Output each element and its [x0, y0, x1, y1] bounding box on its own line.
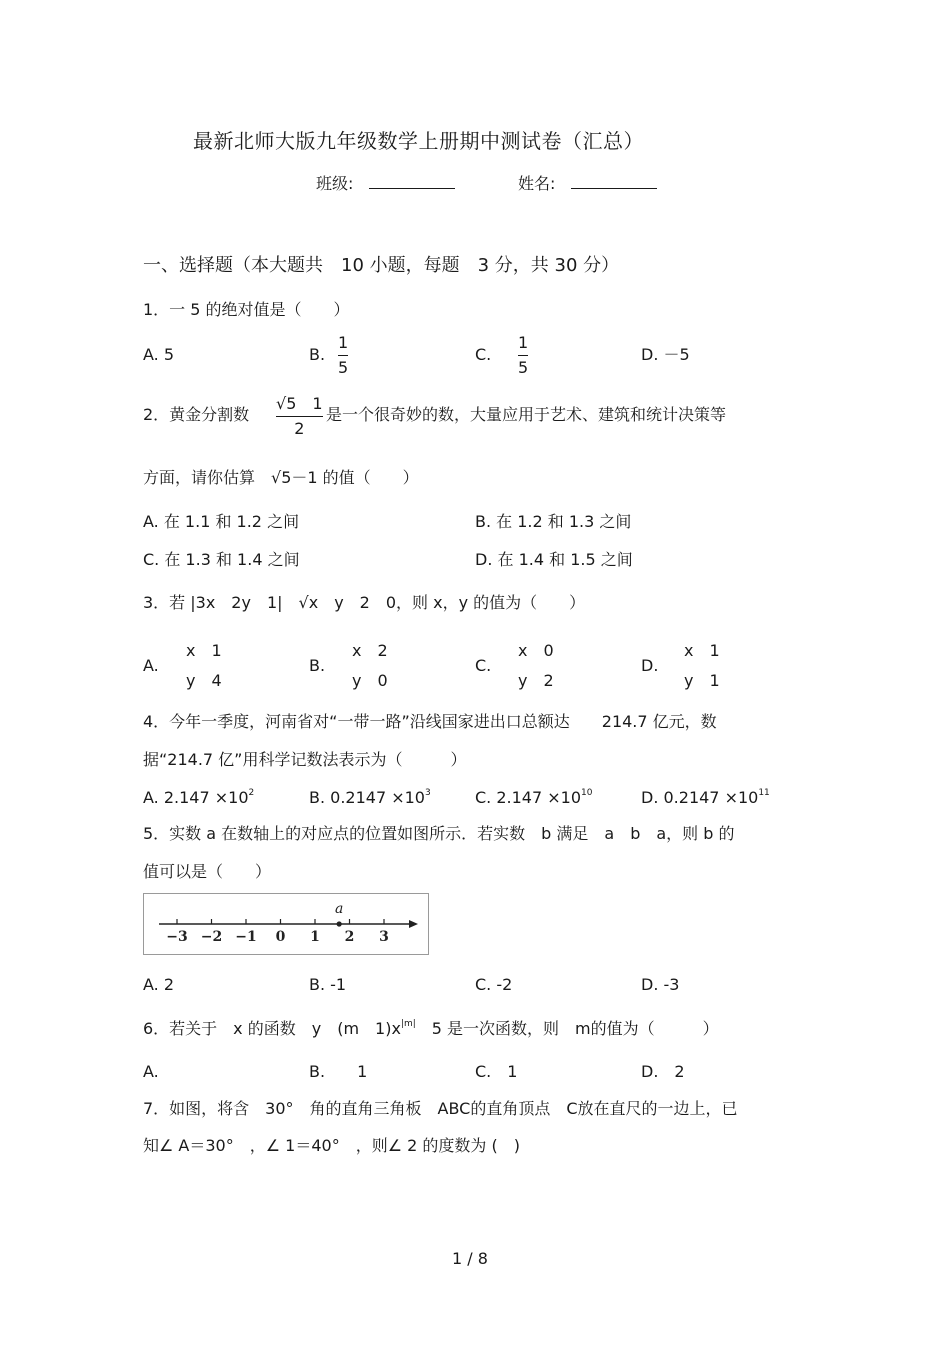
- arrow-right-icon: [409, 920, 418, 928]
- page-title: 最新北师大版九年级数学上册期中测试卷（汇总）: [193, 129, 644, 153]
- q3-option-d: D.: [641, 656, 659, 675]
- name-label: 姓名:: [518, 174, 556, 193]
- number-line-figure: [143, 893, 429, 955]
- q3-c-eq1: x 0: [518, 641, 554, 660]
- class-field: [316, 176, 455, 192]
- name-field: [518, 176, 657, 192]
- q1-option-a: A. 5: [143, 345, 175, 364]
- q1-c-numerator: 1: [518, 333, 529, 352]
- section-heading: 一、选择题（本大题共 10 小题，每题 3 分，共 30 分）: [143, 255, 620, 276]
- q2-option-b: B. 在 1.2 和 1.3 之间: [475, 512, 632, 531]
- q2-denominator: 2: [294, 419, 305, 438]
- q4-option-d: D. $0.2147 \times 10^{11}$: [641, 788, 770, 807]
- q3-option-c: C.: [475, 656, 492, 675]
- q2-option-c: C. 在 1.3 和 1.4 之间: [143, 550, 300, 569]
- number-line-tick-label: −2: [200, 929, 223, 945]
- q3-d-system: [684, 643, 720, 703]
- question-5-line2: 值可以是（ ）: [143, 862, 272, 881]
- q3-a-system: [186, 643, 222, 703]
- question-2-line2: 方面，请你估算 √5－1 的值（ ）: [143, 468, 419, 487]
- q5-option-d: D. -3: [641, 975, 680, 994]
- page-number: 1 / 8: [452, 1249, 488, 1268]
- q3-b-eq1: x 2: [352, 641, 388, 660]
- number-line-tick-label: 3: [379, 929, 389, 945]
- question-4-line1: 4．今年一季度，河南省对“一带一路”沿线国家进出口总额达 214.7 亿元，数: [143, 712, 717, 731]
- q6-option-d: D. 2: [641, 1062, 685, 1081]
- point-a-label: a: [334, 901, 344, 917]
- question-3: 3．若 |3x 2y 1| √x y 2 0，则 x，y 的值为（ ）: [143, 593, 586, 612]
- question-1: 1．一 5 的绝对值是（ ）: [143, 300, 350, 319]
- q1-option-b: B.: [309, 345, 326, 364]
- q2-option-a: A. 在 1.1 和 1.2 之间: [143, 512, 300, 531]
- class-label: 班级:: [316, 174, 354, 193]
- question-2-lead: 2．黄金分割数: [143, 405, 250, 424]
- point-a: [337, 921, 342, 926]
- name-blank: [571, 187, 657, 189]
- q1-b-fraction: [338, 335, 348, 376]
- q1-option-c: C.: [475, 345, 492, 364]
- question-5-line1: 5．实数 a 在数轴上的对应点的位置如图所示．若实数 b 满足 a b a，则 b 的: [143, 824, 735, 843]
- q3-option-b: B.: [309, 656, 326, 675]
- number-line-tick-label: −1: [235, 929, 257, 945]
- q6-option-c: C. 1: [475, 1062, 518, 1081]
- q5-option-c: C. -2: [475, 975, 513, 994]
- q1-b-numerator: 1: [338, 333, 349, 352]
- number-line-tick-label: 1: [310, 929, 320, 945]
- question-2-tail: 是一个很奇妙的数，大量应用于艺术、建筑和统计决策等: [326, 405, 727, 424]
- question-7-line2: 知∠ A＝30° ，∠ 1＝40° ，则∠ 2 的度数为 ( ): [143, 1136, 520, 1155]
- q3-d-eq1: x 1: [684, 641, 720, 660]
- q5-option-a: A. 2: [143, 975, 175, 994]
- number-line-tick-label: −3: [166, 929, 188, 945]
- q2-option-d: D. 在 1.4 和 1.5 之间: [475, 550, 633, 569]
- q4-option-a: A. $2.147 \times 10^2$: [143, 788, 255, 807]
- q2-golden-fraction: [276, 396, 323, 437]
- q3-b-system: [352, 643, 388, 703]
- q1-option-d: D. －5: [641, 345, 690, 364]
- number-line-tick-label: 2: [344, 929, 355, 945]
- question-7-line1: 7．如图，将含 30° 角的直角三角板 ABC的直角顶点 C放在直尺的一边上，已: [143, 1099, 738, 1118]
- q3-c-eq2: y 2: [518, 671, 554, 690]
- q3-a-eq2: y 4: [186, 671, 222, 690]
- q3-c-system: [518, 643, 554, 703]
- question-6: 6．若关于 x 的函数 y (m $1)x^{|m|}$ 5 是一次函数，则 m的值为（ ）: [143, 1019, 719, 1038]
- number-line-tick-label: 0: [275, 929, 286, 945]
- q6-option-b: B. 1: [309, 1062, 368, 1081]
- q1-b-denominator: 5: [338, 358, 349, 377]
- q3-b-eq2: y 0: [352, 671, 388, 690]
- q6-option-a: A.: [143, 1062, 159, 1081]
- q3-a-eq1: x 1: [186, 641, 222, 660]
- class-blank: [369, 187, 455, 189]
- q4-option-b: B. $0.2147 \times 10^3$: [309, 788, 431, 807]
- q5-option-b: B. -1: [309, 975, 347, 994]
- question-4-line2: 据“214.7 亿”用科学记数法表示为（ ）: [143, 750, 467, 769]
- q3-option-a: A.: [143, 656, 159, 675]
- q1-c-denominator: 5: [518, 358, 529, 377]
- q3-d-eq2: y 1: [684, 671, 720, 690]
- q1-c-fraction: [518, 335, 528, 376]
- q2-numerator: √5 1: [276, 394, 323, 413]
- number-line-svg: [144, 894, 428, 954]
- q4-option-c: C. $2.147 \times 10^{10}$: [475, 788, 593, 807]
